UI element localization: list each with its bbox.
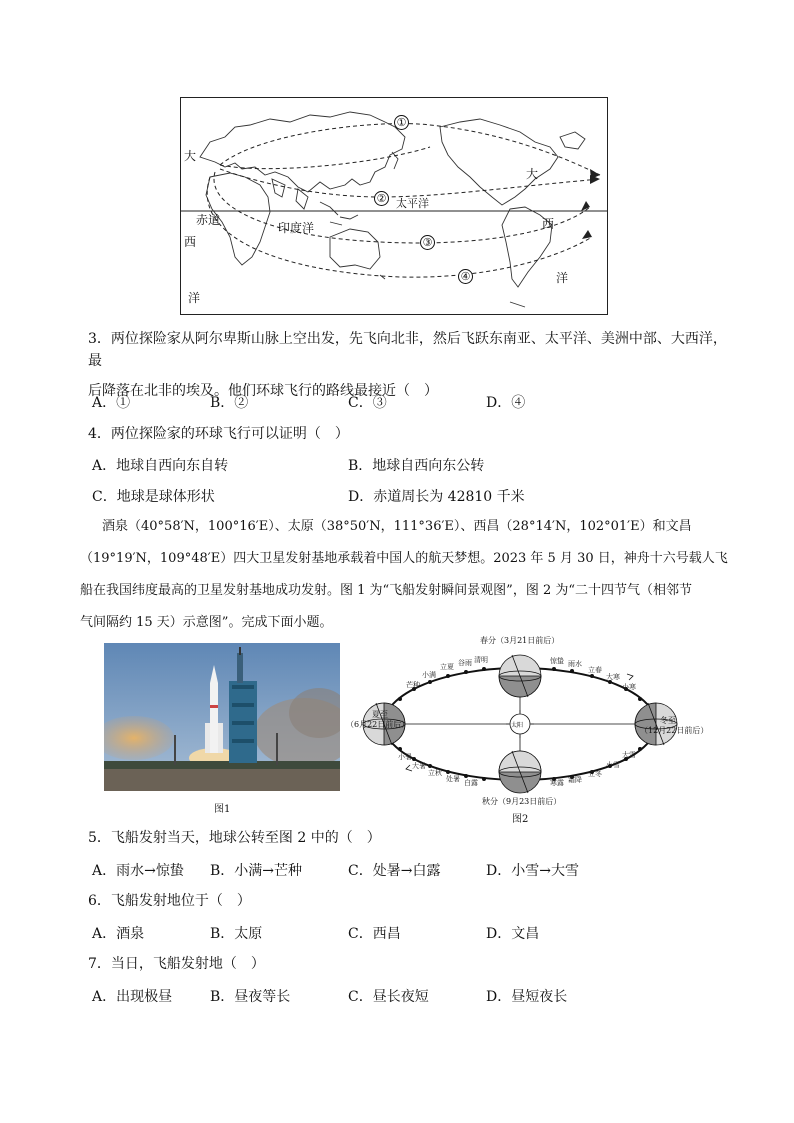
term-chushu: 处暑 bbox=[446, 775, 460, 783]
map-label-indian-ocean: 印度洋 bbox=[278, 221, 315, 235]
q5-option-b[interactable]: B．小满→芒种 bbox=[210, 863, 303, 879]
term-dahan: 大寒 bbox=[606, 673, 620, 681]
question-3-stem bbox=[88, 328, 728, 402]
fig2-summer-label-1: 夏至 bbox=[372, 710, 388, 719]
route-marker-4: ④ bbox=[458, 269, 473, 284]
q4-option-a[interactable]: A．地球自西向东自转 bbox=[92, 458, 229, 474]
map-label-yang-left: 洋 bbox=[188, 291, 201, 305]
map-label-da-left: 大 bbox=[184, 149, 197, 163]
term-shuangjiang: 霜降 bbox=[568, 776, 582, 784]
term-jingzhe: 惊蛰 bbox=[550, 657, 564, 665]
map-label-da-right: 大 bbox=[526, 167, 539, 181]
q4-option-b[interactable]: B．地球自西向东公转 bbox=[348, 458, 485, 474]
map-label-xi-left: 西 bbox=[184, 235, 197, 249]
question-5-stem: 5．飞船发射当天，地球公转至图 2 中的（ ） bbox=[88, 830, 381, 846]
q7-option-a[interactable]: A．出现极昼 bbox=[92, 989, 173, 1005]
term-xiaohan: 小寒 bbox=[622, 683, 636, 691]
figure-2-diagram bbox=[344, 632, 709, 824]
fig2-summer-label-2: （6月22日前后） bbox=[346, 720, 410, 729]
q3-option-d[interactable]: D．④ bbox=[486, 395, 526, 411]
question-4-stem: 4．两位探险家的环球飞行可以证明（ ） bbox=[88, 426, 349, 442]
route-marker-3: ③ bbox=[420, 235, 435, 250]
figure-1-caption: 图1 bbox=[214, 804, 231, 815]
q5-option-a[interactable]: A．雨水→惊蛰 bbox=[92, 863, 184, 879]
q6-option-a[interactable]: A．酒泉 bbox=[92, 926, 145, 942]
map-label-pacific: 太平洋 bbox=[396, 197, 429, 210]
route-marker-2: ② bbox=[374, 191, 389, 206]
q6-option-c[interactable]: C．西昌 bbox=[348, 926, 401, 942]
q3-line1: 两位探险家从阿尔卑斯山脉上空出发，先飞向北非，然后飞跃东南亚、太平洋、美洲中部、大西洋，最 bbox=[88, 331, 727, 369]
q7-option-d[interactable]: D．昼短夜长 bbox=[486, 989, 568, 1005]
term-lixia: 立夏 bbox=[440, 663, 454, 671]
passage-line-1: 酒泉（40°58′N，100°16′E）、太原（38°50′N，111°36′E）、西昌（28°14′N，102°01′E）和文昌 bbox=[102, 519, 692, 534]
map-label-yang-right: 洋 bbox=[556, 271, 569, 285]
q3-line2: 后降落在北非的埃及。他们环球飞行的路线最接近（ ） bbox=[88, 383, 438, 399]
term-bailu: 白露 bbox=[464, 779, 478, 787]
q6-option-d[interactable]: D．文昌 bbox=[486, 926, 540, 942]
fig2-winter-label-2: （12月22日前后） bbox=[640, 726, 709, 735]
q5-option-c[interactable]: C．处暑→白露 bbox=[348, 863, 441, 879]
q3-option-c[interactable]: C．③ bbox=[348, 395, 387, 411]
passage-line-3: 船在我国纬度最高的卫星发射基地成功发射。图 1 为“飞船发射瞬间景观图”，图 2 为“二十四节气（相邻节 bbox=[80, 583, 693, 598]
term-mangzhong: 芒种 bbox=[406, 681, 420, 689]
term-xiaoxue: 小雪 bbox=[606, 761, 620, 769]
fig2-sun-label: 太阳 bbox=[511, 722, 524, 729]
rocket-launch-illustration bbox=[104, 643, 340, 791]
term-lidong: 立冬 bbox=[588, 770, 602, 778]
term-xiaoshu: 小暑 bbox=[398, 753, 412, 761]
figure-1-photo bbox=[104, 643, 340, 791]
term-daxue: 大雪 bbox=[622, 751, 636, 759]
fig2-winter-label-1: 冬至 bbox=[660, 716, 676, 725]
q4-option-d[interactable]: D．赤道周长为 42810 千米 bbox=[348, 489, 525, 505]
term-dashu: 大暑 bbox=[412, 762, 426, 770]
earth-autumn bbox=[499, 751, 541, 793]
q6-option-b[interactable]: B．太原 bbox=[210, 926, 263, 942]
q3-option-a[interactable]: A．① bbox=[92, 395, 131, 411]
term-liqiu: 立秋 bbox=[428, 769, 442, 777]
q5-option-d[interactable]: D．小雪→大雪 bbox=[486, 863, 579, 879]
term-qingming: 清明 bbox=[474, 656, 488, 664]
q7-option-b[interactable]: B．昼夜等长 bbox=[210, 989, 291, 1005]
map-label-xi-right: 西 bbox=[542, 217, 555, 231]
term-lichun: 立春 bbox=[588, 666, 602, 674]
route-marker-1: ① bbox=[394, 115, 409, 130]
fig2-spring-label: 春分（3月21日前后） bbox=[480, 636, 560, 645]
term-hanlu: 寒露 bbox=[550, 779, 564, 787]
term-xiaoman: 小满 bbox=[422, 671, 436, 679]
q3-number: 3． bbox=[88, 331, 111, 347]
term-yushui: 雨水 bbox=[568, 660, 582, 668]
fig2-autumn-label: 秋分（9月23日前后） bbox=[482, 797, 562, 806]
map-label-equator: 赤道 bbox=[196, 213, 221, 227]
q4-option-c[interactable]: C．地球是球体形状 bbox=[92, 489, 215, 505]
figure-2-caption: 图2 bbox=[512, 814, 529, 825]
question-7-stem: 7．当日，飞船发射地（ ） bbox=[88, 956, 265, 972]
q7-option-c[interactable]: C．昼长夜短 bbox=[348, 989, 429, 1005]
earth-spring bbox=[499, 655, 541, 697]
q3-option-b[interactable]: B．② bbox=[210, 395, 249, 411]
passage-line-2: （19°19′N，109°48′E）四大卫星发射基地承载着中国人的航天梦想。2023 年 5 月 30 日，神舟十六号载人飞 bbox=[80, 551, 728, 566]
reading-passage bbox=[80, 511, 730, 639]
world-map-figure bbox=[180, 97, 608, 315]
world-map-svg bbox=[180, 97, 608, 315]
term-guyu: 谷雨 bbox=[458, 659, 472, 667]
passage-line-4: 气间隔约 15 天）示意图”。完成下面小题。 bbox=[80, 615, 333, 630]
question-6-stem: 6．飞船发射地位于（ ） bbox=[88, 893, 251, 909]
